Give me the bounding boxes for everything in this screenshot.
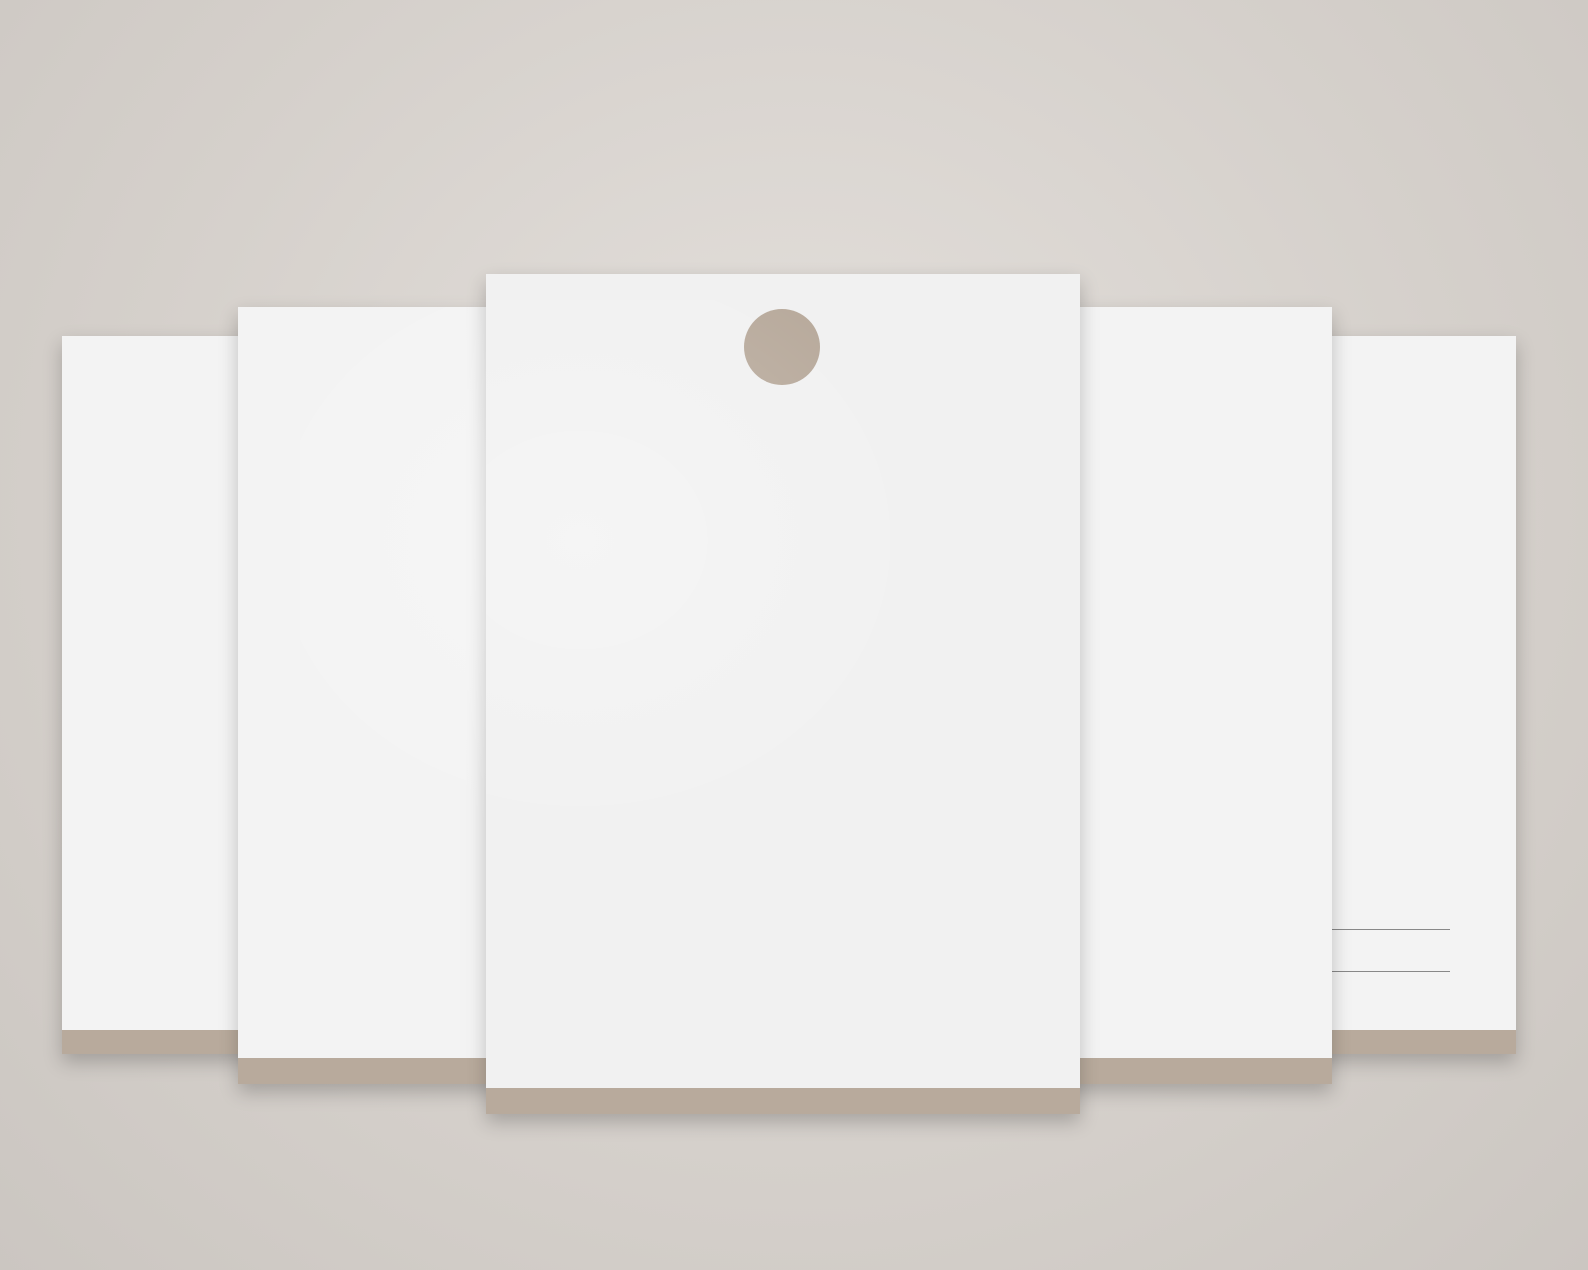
text-line (1326, 574, 1506, 588)
text-line (272, 455, 512, 469)
text-line (272, 727, 512, 741)
text-line (1070, 607, 1320, 621)
text-line (272, 577, 512, 591)
text-line (1070, 523, 1320, 537)
text-line (272, 713, 512, 727)
text-line (1070, 649, 1320, 663)
text-line (1326, 448, 1506, 462)
text-line (272, 441, 512, 455)
text-line (1070, 397, 1320, 411)
text-line (272, 687, 512, 701)
text-line (1070, 789, 1320, 803)
page-footer (486, 1088, 1080, 1114)
text-line (272, 619, 512, 633)
text-line (1326, 532, 1506, 546)
text-line (1070, 579, 1320, 593)
text-line (1326, 406, 1506, 420)
signature-line (1330, 971, 1450, 972)
text-line (272, 659, 512, 673)
text-line (272, 509, 512, 523)
text-line (1070, 691, 1320, 705)
text-line (1326, 434, 1506, 448)
text-line (1070, 439, 1320, 453)
text-line (272, 483, 512, 497)
text-line (272, 673, 512, 687)
text-line (272, 645, 512, 659)
text-line (1070, 481, 1320, 495)
text-line (1070, 747, 1320, 761)
text-line (1070, 719, 1320, 733)
text-line (272, 523, 512, 537)
text-line (1326, 546, 1506, 560)
text-line (1326, 658, 1506, 672)
text-line (1070, 817, 1320, 831)
contract-cover-page (486, 274, 1080, 1114)
text-line (1070, 467, 1320, 481)
text-line (272, 551, 512, 565)
text-line (1070, 565, 1320, 579)
text-line (1070, 425, 1320, 439)
page-text (1326, 406, 1506, 714)
logo-placeholder (744, 309, 820, 385)
text-line (1326, 588, 1506, 602)
text-line (1070, 551, 1320, 565)
text-line (1070, 677, 1320, 691)
text-line (1070, 803, 1320, 817)
text-line (1326, 518, 1506, 532)
text-line (272, 387, 512, 401)
text-line (272, 755, 512, 769)
text-line (1326, 476, 1506, 490)
text-line (1326, 602, 1506, 616)
text-line (272, 415, 512, 429)
text-line (1070, 775, 1320, 789)
text-line (1326, 700, 1506, 714)
signature-line (1330, 929, 1450, 930)
text-line (1070, 621, 1320, 635)
text-line (1070, 705, 1320, 719)
text-line (1326, 630, 1506, 644)
text-line (1070, 831, 1320, 845)
text-line (1070, 761, 1320, 775)
text-line (1070, 411, 1320, 425)
text-line (1070, 635, 1320, 649)
text-line (1326, 672, 1506, 686)
text-line (1326, 616, 1506, 630)
text-line (1326, 644, 1506, 658)
text-line (1326, 504, 1506, 518)
text-line (272, 591, 512, 605)
text-line (1326, 462, 1506, 476)
text-line (272, 401, 512, 415)
contract-body (524, 518, 1044, 524)
page-text (1070, 383, 1320, 845)
text-line (1070, 663, 1320, 677)
text-line (272, 741, 512, 755)
text-line (272, 373, 512, 387)
text-line (1326, 420, 1506, 434)
text-line (1070, 509, 1320, 523)
text-line (1070, 537, 1320, 551)
text-line (1070, 733, 1320, 747)
text-line (1070, 453, 1320, 467)
text-line (1326, 560, 1506, 574)
text-line (272, 605, 512, 619)
text-line (1070, 593, 1320, 607)
text-line (1326, 686, 1506, 700)
text-line (272, 537, 512, 551)
page-text (272, 361, 512, 769)
text-line (272, 469, 512, 483)
text-line (1326, 490, 1506, 504)
text-line (1070, 495, 1320, 509)
text-line (1070, 383, 1320, 397)
